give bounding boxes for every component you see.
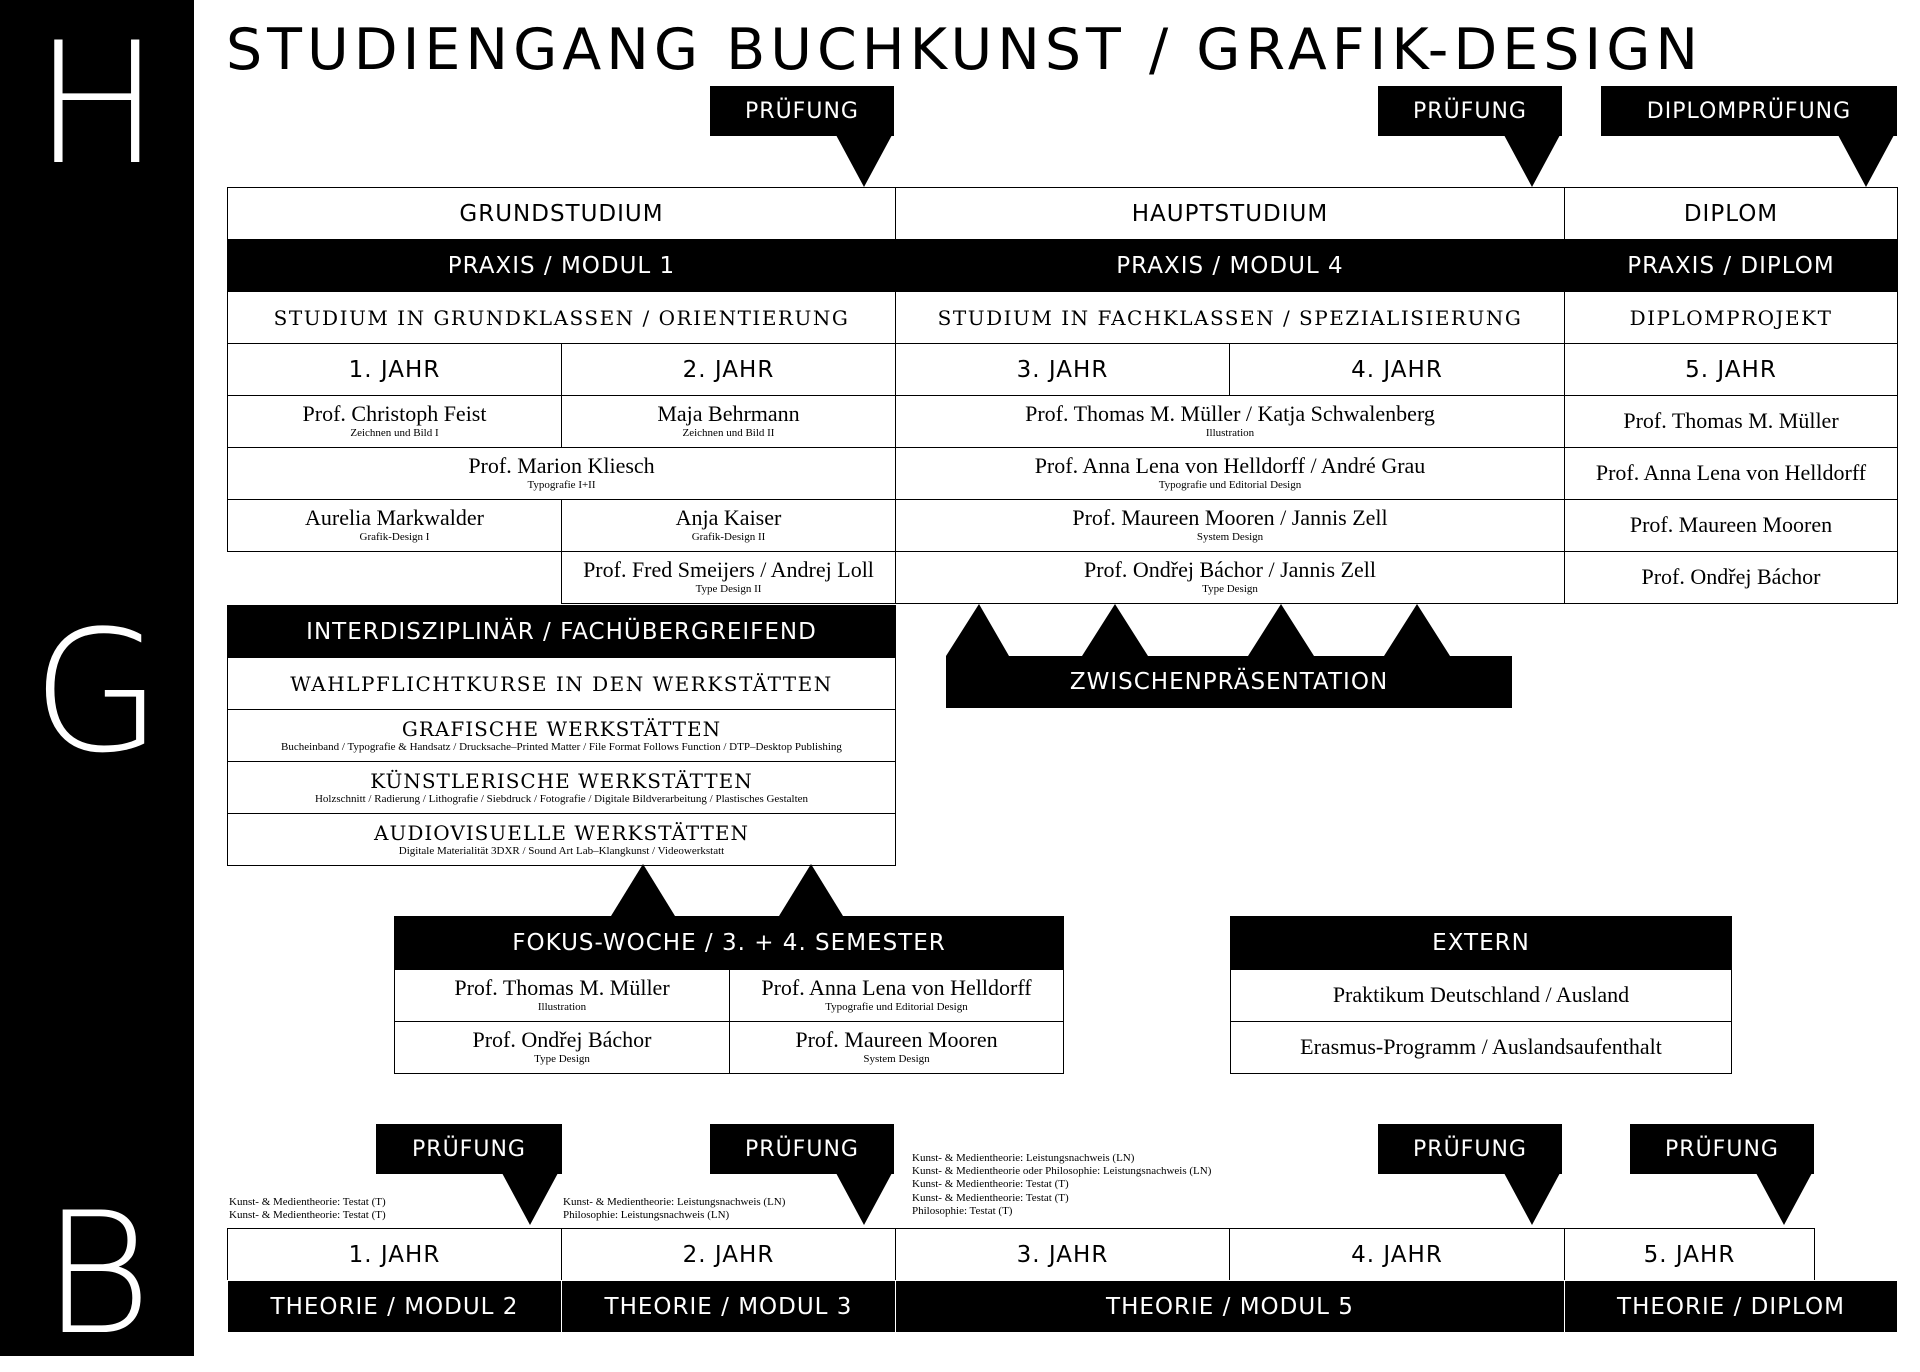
teacher-cell	[561, 551, 896, 604]
phase-hauptstudium: HAUPTSTUDIUM	[895, 187, 1565, 240]
praxis-year-1: 1. JAHR	[227, 343, 562, 396]
exam-flag-1: PRÜFUNG	[710, 86, 894, 136]
teacher-subject: Grafik-Design II	[691, 531, 766, 544]
teacher-cell	[1564, 499, 1898, 552]
teacher-name: Prof. Thomas M. Müller / Katja Schwalenberg	[1025, 401, 1435, 427]
description-grundklassen: STUDIUM IN GRUNDKLASSEN / ORIENTIERUNG	[227, 291, 896, 344]
teacher-name: Prof. Anna Lena von Helldorff	[1595, 460, 1867, 486]
module-theorie-2: THEORIE / MODUL 2	[227, 1280, 562, 1333]
module-theorie-5: THEORIE / MODUL 5	[895, 1280, 1565, 1333]
interdisziplinaer-header: INTERDISZIPLINÄR / FACHÜBERGREIFEND	[227, 605, 896, 658]
description-fachklassen: STUDIUM IN FACHKLASSEN / SPEZIALISIERUNG	[895, 291, 1565, 344]
teacher-subject: Zeichnen und Bild I	[350, 427, 439, 440]
workshop-subjects: Digitale Materialität 3DXR / Sound Art Lab–Klangkunst / Videowerkstatt	[398, 845, 725, 857]
module-praxis-4: PRAXIS / MODUL 4	[895, 239, 1565, 292]
teacher-subject: Typografie und Editorial Design	[825, 1001, 968, 1014]
theorie-year-5: 5. JAHR	[1564, 1228, 1815, 1281]
teacher-name: Prof. Christoph Feist	[302, 401, 487, 427]
phase-diplom: DIPLOM	[1564, 187, 1898, 240]
theorie-exam-flag-3: PRÜFUNG	[1378, 1124, 1562, 1174]
logo-letter-b: B	[41, 1176, 152, 1372]
teacher-cell	[227, 395, 562, 448]
teacher-cell	[895, 447, 1565, 500]
exam-flag-1-pointer	[836, 135, 892, 187]
workshop-cell	[227, 709, 896, 762]
theorie-year-2: 2. JAHR	[561, 1228, 896, 1281]
sidebar	[0, 0, 194, 1372]
theorie-note-year-1: Kunst- & Medientheorie: Testat (T) Kunst- & Medientheorie: Testat (T)	[229, 1196, 386, 1222]
teacher-name: Prof. Maureen Mooren	[1629, 512, 1833, 538]
teacher-name: Maja Behrmann	[657, 401, 800, 427]
workshop-title: KÜNSTLERISCHE WERKSTÄTTEN	[370, 769, 753, 793]
theorie-exam-flag-1-pointer	[502, 1173, 558, 1225]
wahlpflicht-header: WAHLPFLICHTKURSE IN DEN WERKSTÄTTEN	[227, 657, 896, 710]
teacher-name: Prof. Fred Smeijers / Andrej Loll	[583, 557, 874, 583]
fokus-connector-triangle	[779, 864, 843, 916]
theorie-exam-flag-3-pointer	[1504, 1173, 1560, 1225]
theorie-year-4: 4. JAHR	[1229, 1228, 1565, 1281]
exam-flag-2: PRÜFUNG	[1378, 86, 1562, 136]
theorie-year-3: 3. JAHR	[895, 1228, 1230, 1281]
phase-grundstudium: GRUNDSTUDIUM	[227, 187, 896, 240]
extern-item-label: Erasmus-Programm / Auslandsaufenthalt	[1300, 1034, 1662, 1060]
teacher-name: Prof. Thomas M. Müller	[1623, 408, 1839, 434]
teacher-name: Aurelia Markwalder	[305, 505, 484, 531]
exam-flag-2-pointer	[1504, 135, 1560, 187]
teacher-name: Prof. Ondřej Báchor / Jannis Zell	[1083, 557, 1377, 583]
teacher-cell	[895, 395, 1565, 448]
teacher-name: Prof. Maureen Mooren / Jannis Zell	[1072, 505, 1388, 531]
module-praxis-diplom: PRAXIS / DIPLOM	[1564, 239, 1898, 292]
teacher-subject: Type Design	[534, 1053, 590, 1066]
workshop-subjects: Bucheinband / Typografie & Handsatz / Drucksache–Printed Matter / File Format Follows Function / DTP–Desktop Publishing	[281, 741, 842, 753]
theorie-exam-flag-4: PRÜFUNG	[1630, 1124, 1814, 1174]
theorie-note-year-2: Kunst- & Medientheorie: Leistungsnachweis (LN) Philosophie: Leistungsnachweis (LN)	[563, 1196, 786, 1222]
extern-item	[1230, 1021, 1732, 1074]
fokus-connector-triangle	[611, 864, 675, 916]
page-title: STUDIENGANG BUCHKUNST / GRAFIK-DESIGN	[226, 17, 1704, 83]
praxis-year-5: 5. JAHR	[1564, 343, 1898, 396]
teacher-cell	[895, 551, 1565, 604]
module-theorie-3: THEORIE / MODUL 3	[561, 1280, 896, 1333]
teacher-cell	[1564, 447, 1898, 500]
teacher-cell	[227, 447, 896, 500]
logo-letter-g: G	[31, 594, 163, 790]
fokus-cell	[729, 1021, 1064, 1074]
praxis-year-2: 2. JAHR	[561, 343, 896, 396]
logo-letter-h: H	[33, 6, 161, 202]
teacher-cell	[895, 499, 1565, 552]
teacher-name: Anja Kaiser	[675, 505, 782, 531]
teacher-subject: Typografie und Editorial Design	[1158, 479, 1302, 492]
teacher-subject: System Design	[863, 1053, 930, 1066]
teacher-cell	[561, 395, 896, 448]
theorie-exam-flag-2-pointer	[836, 1173, 892, 1225]
theorie-year-1: 1. JAHR	[227, 1228, 562, 1281]
theorie-exam-flag-4-pointer	[1756, 1173, 1812, 1225]
fokus-header: FOKUS-WOCHE / 3. + 4. SEMESTER	[394, 916, 1064, 970]
teacher-name: Prof. Maureen Mooren	[795, 1027, 998, 1053]
praxis-year-4: 4. JAHR	[1229, 343, 1565, 396]
fokus-cell	[394, 1021, 730, 1074]
teacher-subject: Grafik-Design I	[359, 531, 430, 544]
workshop-title: AUDIOVISUELLE WERKSTÄTTEN	[374, 821, 749, 845]
workshop-subjects: Holzschnitt / Radierung / Lithografie / Siebdruck / Fotografie / Digitale Bildverarbeitung / Plastisches Gestalten	[314, 793, 809, 805]
teacher-subject: Typografie I+II	[527, 479, 596, 492]
teacher-name: Prof. Anna Lena von Helldorff / André Grau	[1034, 453, 1426, 479]
diploma-exam-flag-pointer	[1838, 135, 1894, 187]
module-praxis-1: PRAXIS / MODUL 1	[227, 239, 896, 292]
diploma-exam-flag: DIPLOMPRÜFUNG	[1601, 86, 1897, 136]
teacher-cell	[227, 499, 562, 552]
teacher-subject: Illustration	[1205, 427, 1255, 440]
extern-header: EXTERN	[1230, 916, 1732, 970]
teacher-cell	[1564, 395, 1898, 448]
teacher-name: Prof. Ondřej Báchor	[1641, 564, 1821, 590]
teacher-name: Prof. Anna Lena von Helldorff	[761, 975, 1032, 1001]
workshop-cell	[227, 761, 896, 814]
teacher-cell	[561, 499, 896, 552]
praxis-year-3: 3. JAHR	[895, 343, 1230, 396]
description-diplomprojekt: DIPLOMPROJEKT	[1564, 291, 1898, 344]
teacher-subject: System Design	[1196, 531, 1264, 544]
teacher-name: Prof. Thomas M. Müller	[454, 975, 670, 1001]
theorie-exam-flag-1: PRÜFUNG	[376, 1124, 562, 1174]
teacher-cell	[1564, 551, 1898, 604]
extern-item-label: Praktikum Deutschland / Ausland	[1332, 982, 1630, 1008]
teacher-subject: Zeichnen und Bild II	[682, 427, 775, 440]
module-theorie-diplom: THEORIE / DIPLOM	[1564, 1280, 1898, 1333]
fokus-cell	[394, 969, 730, 1022]
teacher-subject: Type Design II	[695, 583, 762, 596]
workshop-cell	[227, 813, 896, 866]
extern-item	[1230, 969, 1732, 1022]
theorie-exam-flag-2: PRÜFUNG	[710, 1124, 894, 1174]
teacher-name: Prof. Ondřej Báchor	[472, 1027, 652, 1053]
teacher-name: Prof. Marion Kliesch	[468, 453, 655, 479]
teacher-subject: Illustration	[537, 1001, 587, 1014]
workshop-title: GRAFISCHE WERKSTÄTTEN	[401, 717, 722, 741]
theorie-note-year-3: Kunst- & Medientheorie: Leistungsnachweis (LN) Kunst- & Medientheorie oder Philosophie: Leistungsnachweis (LN) Kunst- & Medientheorie: Testat (T) Kunst- & Medientheorie: Testat (T) Philosophie: Testat (T)	[912, 1152, 1212, 1217]
fokus-cell	[729, 969, 1064, 1022]
zwischenpraesentation-label: ZWISCHENPRÄSENTATION	[1069, 669, 1389, 695]
teacher-subject: Type Design	[1202, 583, 1258, 596]
